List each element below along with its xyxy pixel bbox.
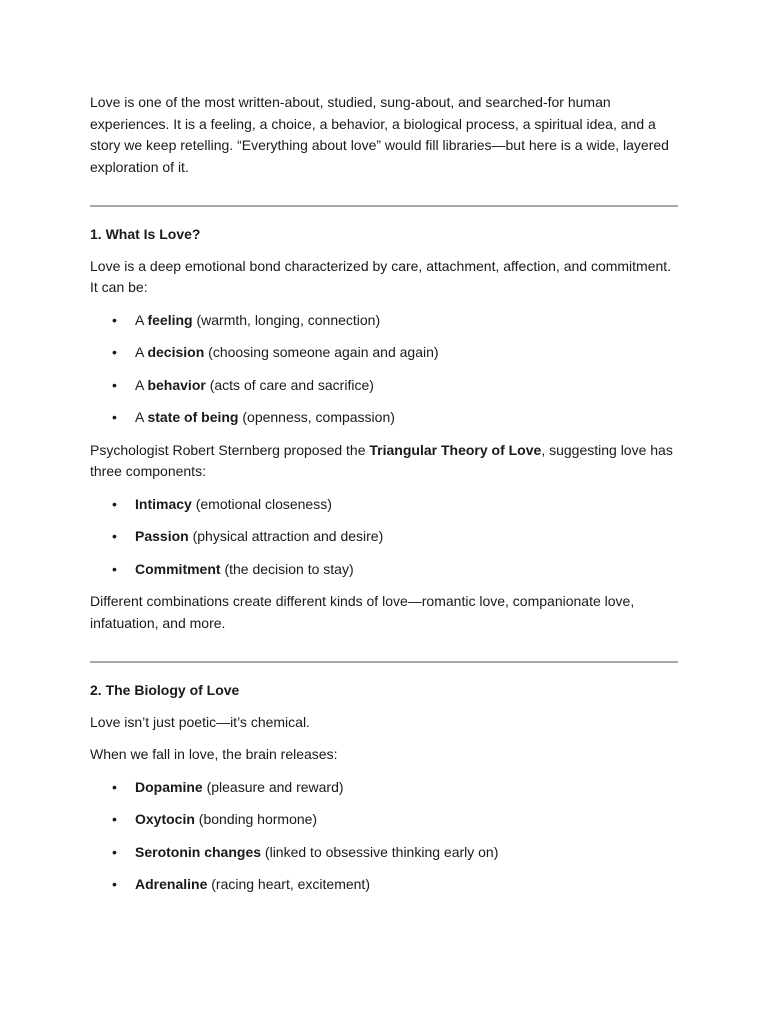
bullet-icon: • xyxy=(112,560,117,577)
list-item-term: Intimacy xyxy=(135,495,192,512)
list-item-prefix: A xyxy=(135,376,148,393)
bullet-icon: • xyxy=(112,843,117,860)
list-item xyxy=(90,809,678,831)
list-item xyxy=(90,559,678,581)
section-heading: 2. The Biology of Love xyxy=(90,682,240,698)
paragraph xyxy=(90,440,678,483)
list-item-term: Oxytocin xyxy=(135,811,195,827)
list-item xyxy=(90,874,678,896)
list-item-text: (bonding hormone) xyxy=(194,811,318,827)
list-item-text: (openness, compassion) xyxy=(238,409,395,425)
list-item-term: state of being xyxy=(147,409,239,425)
bullet-icon: • xyxy=(112,528,117,544)
list-item-prefix: A xyxy=(135,409,148,425)
list-item-text: (acts of care and sacrifice) xyxy=(205,376,374,393)
bullet-list xyxy=(90,777,678,896)
list-item-term: Adrenaline xyxy=(135,876,208,892)
theory-name: Triangular Theory of Love xyxy=(369,441,542,458)
list-item-text: (warmth, longing, connection) xyxy=(192,311,381,328)
bullet-icon: • xyxy=(112,344,117,360)
list-item-text: (racing heart, excitement) xyxy=(207,876,370,892)
section-divider xyxy=(90,205,678,207)
intro-paragraph: Love is one of the most written-about, studied, sung-about, and searched-for human experiences. It is a feeling, a choice, a behavior, a biological process, a spiritual idea, and a story we keep retelling. “Everything about love” would fill libraries—but here is a wide, layered exploration of it. xyxy=(90,94,669,175)
paragraph: Different combinations create different kinds of love—romantic love, companionate love, infatuation, and more. xyxy=(90,593,635,631)
list-item-text: (the decision to stay) xyxy=(220,560,354,577)
list-item xyxy=(90,310,678,332)
bullet-icon: • xyxy=(112,495,117,512)
bullet-list xyxy=(90,310,678,429)
list-item-text: (emotional closeness) xyxy=(191,495,332,512)
paragraph: When we fall in love, the brain releases: xyxy=(90,746,338,762)
section-heading: 1. What Is Love? xyxy=(90,226,201,242)
list-item-term: decision xyxy=(147,344,205,360)
list-item xyxy=(90,407,678,429)
section-divider xyxy=(90,661,678,663)
list-item xyxy=(90,494,678,516)
list-item xyxy=(90,842,678,864)
list-item-term: feeling xyxy=(147,311,193,328)
list-item-text: (physical attraction and desire) xyxy=(188,528,384,544)
list-item xyxy=(90,375,678,397)
list-item-text: (choosing someone again and again) xyxy=(204,344,439,360)
bullet-list xyxy=(90,494,678,581)
list-item xyxy=(90,342,678,364)
list-item-prefix: A xyxy=(135,344,148,360)
list-item-term: Serotonin changes xyxy=(135,843,262,860)
list-item-text: (linked to obsessive thinking early on) xyxy=(261,843,499,860)
bullet-icon: • xyxy=(112,311,117,328)
paragraph-text: Psychologist Robert Sternberg proposed the xyxy=(90,441,370,458)
bullet-icon: • xyxy=(112,778,117,795)
list-item xyxy=(90,777,678,799)
list-item-prefix: A xyxy=(135,311,148,328)
list-item-term: Commitment xyxy=(135,560,221,577)
paragraph: Love isn’t just poetic—it’s chemical. xyxy=(90,713,310,730)
bullet-icon: • xyxy=(112,811,117,827)
list-item-term: Passion xyxy=(135,528,189,544)
list-item-term: Dopamine xyxy=(135,778,203,795)
list-item-text: (pleasure and reward) xyxy=(202,778,344,795)
bullet-icon: • xyxy=(112,876,117,892)
paragraph-text: , suggesting love has three components: xyxy=(90,441,673,479)
list-item xyxy=(90,526,678,548)
paragraph: Love is a deep emotional bond characterized by care, attachment, affection, and commitment. It can be: xyxy=(90,257,672,295)
list-item-term: behavior xyxy=(147,376,206,393)
bullet-icon: • xyxy=(112,409,117,425)
bullet-icon: • xyxy=(112,376,117,393)
